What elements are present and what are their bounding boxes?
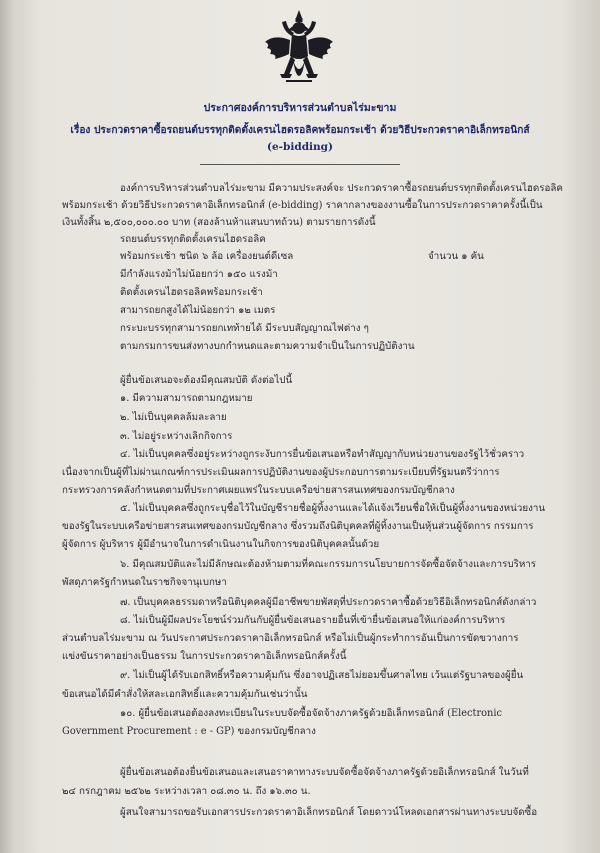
item-line: ติดตั้งเครนไฮดรอลิคพร้อมกระเช้า [120,287,263,298]
qualification-item: ๔. ไม่เป็นบุคคลซึ่งอยู่ระหว่างถูกระงับการยื่นข้อเสนอหรือทำสัญญากับหน่วยงานของรัฐไว้ชั่วคราว [120,449,525,460]
submission-line: ผู้สนใจสามารถขอรับเอกสารประกวดราคาอิเล็กทรอนิกส์ โดยดาวน์โหลดเอกสารผ่านทางระบบจัดซื้อ [120,807,538,818]
item-line: มีกำลังแรงม้าไม่น้อยกว่า ๑๕๐ แรงม้า [120,269,278,280]
qualification-item: ส่วนตำบลไร่มะขาม ณ วันประกาศประกวดราคาอิเล็กทรอนิกส์ หรือไม่เป็นผู้กระทำการอันเป็นการขัดขวางการ [62,633,519,644]
qualification-item: ๒. ไม่เป็นบุคคลล้มละลาย [120,412,227,423]
qualification-item: ของรัฐในระบบเครือข่ายสารสนเทศของกรมบัญชีกลาง ซึ่งรวมถึงนิติบุคคลที่ผู้ทิ้งงานเป็นหุ้นส่วนผู้จัดการ กรรมการ [62,521,534,532]
qualification-item: กระทรวงการคลังกำหนดตามที่ประกาศเผยแพร่ในระบบเครือข่ายสารสนเทศของกรมบัญชีกลาง [62,485,455,496]
item-line: ตามกรมการขนส่งทางบกกำหนดและตามความจำเป็นในการปฏิบัติงาน [120,341,415,352]
qualification-item: ๖. มีคุณสมบัติและไม่มีลักษณะต้องห้ามตามที่คณะกรรมการนโยบายการจัดซื้อจัดจ้างและการบริหาร [120,559,537,570]
announcement-subject: เรื่อง ประกวดราคาซื้อรถยนต์บรรทุกติดตั้งเครนไฮดรอลิคพร้อมกระเช้า ด้วยวิธีประกวดราคาอิเล็กทรอนิกส์ [70,124,530,136]
item-line: พร้อมกระเช้า ชนิด ๖ ล้อ เครื่องยนต์ดีเซล [120,251,294,262]
qualification-item: ๗. เป็นบุคคลธรรมดาหรือนิติบุคคลผู้มีอาชีพขายพัสดุที่ประกวดราคาซื้อด้วยวิธีอิเล็กทรอนิกส์ดังกล่าว [120,597,537,608]
qualification-item: ๓. ไม่อยู่ระหว่างเลิกกิจการ [120,431,233,442]
body-line: องค์การบริหารส่วนตำบลไร่มะขาม มีความประสงค์จะ ประกวดราคาซื้อรถยนต์บรรทุกติดตั้งเครนไฮดรอลิค [120,183,563,194]
qualification-item: เนื่องจากเป็นผู้ที่ไม่ผ่านเกณฑ์การประเมินผลการปฏิบัติงานของผู้ประกอบการตามระเบียบที่รัฐมนตรีว่าการ [62,467,500,478]
item-quantity: จำนวน ๑ คัน [428,251,484,262]
qualifications-heading: ผู้ยื่นข้อเสนอจะต้องมีคุณสมบัติ ดังต่อไปนี้ [120,375,293,386]
qualification-item: ๑๐. ผู้ยื่นข้อเสนอต้องลงทะเบียนในระบบจัดซื้อจัดจ้างภาครัฐด้วยอิเล็กทรอนิกส์ (Electronic [120,708,502,719]
qualification-item: ๑. มีความสามารถตามกฎหมาย [120,393,253,404]
item-line: สามารถยกสูงได้ไม่น้อยกว่า ๑๒ เมตร [120,305,276,316]
submission-line: ผู้ยื่นข้อเสนอต้องยื่นข้อเสนอและเสนอราคาทางระบบจัดซื้อจัดจ้างภาครัฐด้วยอิเล็กทรอนิกส์ ในวันที่ [120,767,529,778]
body-line: พร้อมกระเช้า ด้วยวิธีประกวดราคาอิเล็กทรอนิกส์ (e-bidding) ราคากลางของงานซื้อในการประกวดราคาครั้งนี้เป็น [62,200,543,211]
qualification-item: ผู้จัดการ ผู้บริหาร ผู้มีอำนาจในการดำเนินงานในกิจการของนิติบุคคลนั้นด้วย [62,539,380,550]
header-divider [200,164,400,165]
submission-line: ๒๔ กรกฎาคม ๒๕๖๒ ระหว่างเวลา ๐๘.๓๐ น. ถึง ๑๖.๓๐ น. [62,786,311,797]
qualification-item: พัสดุภาครัฐกำหนดในราชกิจจานุเบกษา [62,577,227,588]
announcement-method: (e-bidding) [267,141,333,153]
qualification-item: ๕. ไม่เป็นบุคคลซึ่งถูกระบุชื่อไว้ในบัญชีรายชื่อผู้ทิ้งงานและได้แจ้งเวียนชื่อให้เป็นผู้ทิ้งงานของหน่วยงาน [120,503,546,514]
garuda-emblem-icon [262,8,336,94]
qualification-item: ๙. ไม่เป็นผู้ได้รับเอกสิทธิ์หรือความคุ้มกัน ซึ่งอาจปฏิเสธไม่ยอมขึ้นศาลไทย เว้นแต่รัฐบาลของผู้ยื่น [120,670,524,681]
qualification-item: ข้อเสนอได้มีคำสั่งให้สละเอกสิทธิ์และความคุ้มกันเช่นว่านั้น [62,689,308,700]
qualification-item: แข่งขันราคาอย่างเป็นธรรม ในการประกวดราคาอิเล็กทรอนิกส์ครั้งนี้ [62,651,347,662]
qualification-item: ๘. ไม่เป็นผู้มีผลประโยชน์ร่วมกันกับผู้ยื่นข้อเสนอรายอื่นที่เข้ายื่นข้อเสนอให้แก่องค์การบริหาร [120,615,506,626]
announcement-title: ประกาศองค์การบริหารส่วนตำบลไร่มะขาม [203,102,397,114]
item-line: กระบะบรรทุกสามารถยกเทท้ายได้ มีระบบสัญญาณไฟต่าง ๆ [120,323,369,334]
item-line: รถยนต์บรรทุกติดตั้งเครนไฮดรอลิค [120,234,266,245]
body-line: เงินทั้งสิ้น ๒,๕๐๐,๐๐๐.๐๐ บาท (สองล้านห้าแสนบาทถ้วน) ตามรายการดังนี้ [62,217,376,228]
qualification-item: Government Procurement : e - GP) ของกรมบัญชีกลาง [62,726,316,737]
